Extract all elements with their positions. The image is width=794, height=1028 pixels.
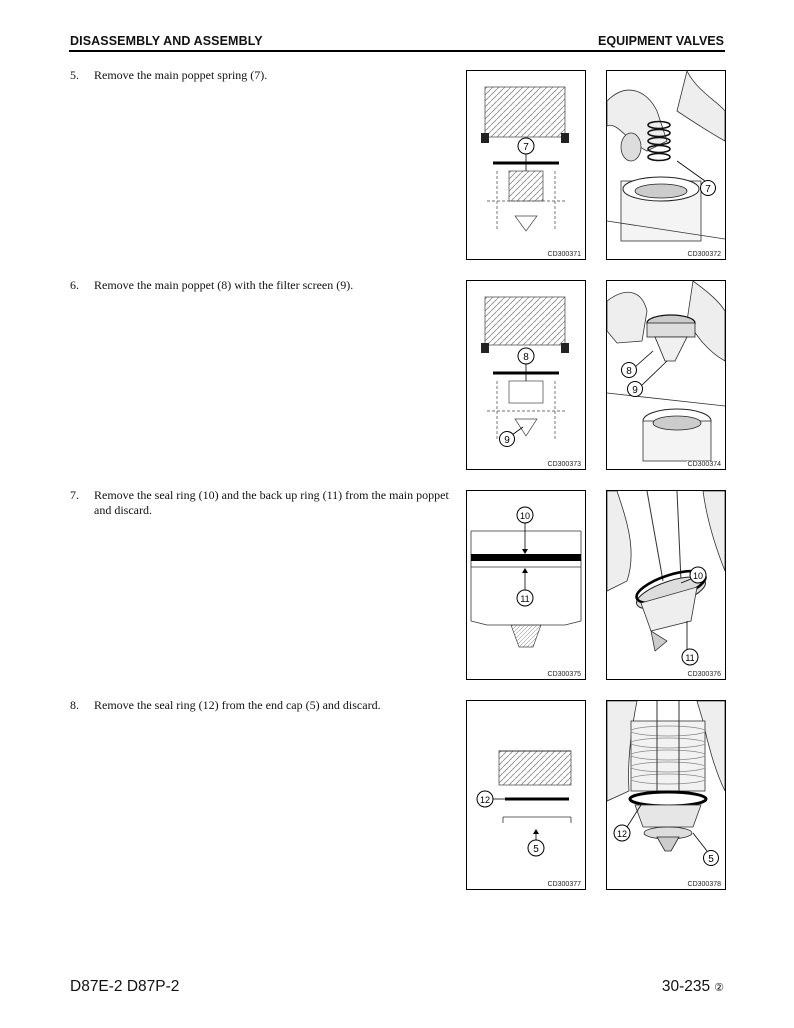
photo-illustration bbox=[607, 281, 725, 469]
figure-cd300376 bbox=[606, 490, 726, 680]
callout-11: 11 bbox=[685, 653, 695, 663]
cross-section-drawing bbox=[467, 281, 585, 469]
page-label: 30-235 bbox=[661, 978, 711, 995]
page-number bbox=[662, 978, 724, 996]
callout-11: 11 bbox=[520, 594, 530, 604]
model-number: D87E-2 D87P-2 bbox=[70, 978, 180, 995]
callout-8: 8 bbox=[523, 352, 529, 363]
callout-5: 5 bbox=[533, 844, 539, 855]
callout-8: 8 bbox=[626, 366, 632, 377]
step-number: 6. bbox=[70, 278, 79, 292]
cross-section-drawing bbox=[467, 491, 585, 679]
callout-9: 9 bbox=[504, 435, 510, 446]
step-text: Remove the seal ring (10) and the back up ring (11) from the main poppet and discard. bbox=[94, 488, 449, 517]
step-text: Remove the main poppet spring (7). bbox=[94, 68, 268, 82]
callout-9: 9 bbox=[632, 385, 638, 396]
figure-cd300375 bbox=[466, 490, 586, 680]
step-number: 8. bbox=[70, 698, 79, 712]
figure-code: CD300373 bbox=[547, 461, 581, 468]
step-5 bbox=[70, 68, 450, 83]
header-rule bbox=[69, 50, 725, 52]
figure-cd300377 bbox=[466, 700, 586, 890]
figure-cd300372 bbox=[606, 70, 726, 260]
callout-5: 5 bbox=[708, 854, 714, 865]
step-text: Remove the main poppet (8) with the filter screen (9). bbox=[94, 278, 354, 292]
callout-12: 12 bbox=[479, 795, 491, 805]
figure-cd300371 bbox=[466, 70, 586, 260]
cross-section-drawing bbox=[467, 71, 585, 259]
figure-code: CD300376 bbox=[687, 671, 721, 678]
revision-mark: ② bbox=[714, 982, 724, 994]
figure-code: CD300377 bbox=[547, 881, 581, 888]
section-title: DISASSEMBLY AND ASSEMBLY bbox=[70, 34, 263, 48]
chapter-title: EQUIPMENT VALVES bbox=[598, 34, 724, 48]
figure-cd300378 bbox=[606, 700, 726, 890]
photo-illustration bbox=[607, 71, 725, 259]
cross-section-drawing bbox=[467, 701, 585, 889]
step-number: 5. bbox=[70, 68, 79, 82]
step-number: 7. bbox=[70, 488, 79, 502]
callout-7: 7 bbox=[523, 142, 529, 153]
figure-code: CD300372 bbox=[687, 251, 721, 258]
figure-code: CD300374 bbox=[687, 461, 721, 468]
figure-code: CD300371 bbox=[547, 251, 581, 258]
figure-code: CD300375 bbox=[547, 671, 581, 678]
step-7 bbox=[70, 488, 450, 518]
photo-illustration bbox=[607, 701, 725, 889]
callout-10: 10 bbox=[519, 511, 531, 521]
step-text: Remove the seal ring (12) from the end cap (5) and discard. bbox=[94, 698, 381, 712]
callout-7: 7 bbox=[705, 184, 711, 195]
photo-illustration bbox=[607, 491, 725, 679]
figure-code: CD300378 bbox=[687, 881, 721, 888]
callout-12: 12 bbox=[616, 829, 628, 839]
callout-10: 10 bbox=[692, 571, 704, 581]
figure-cd300374 bbox=[606, 280, 726, 470]
step-8 bbox=[70, 698, 450, 713]
step-6 bbox=[70, 278, 450, 293]
figure-cd300373 bbox=[466, 280, 586, 470]
